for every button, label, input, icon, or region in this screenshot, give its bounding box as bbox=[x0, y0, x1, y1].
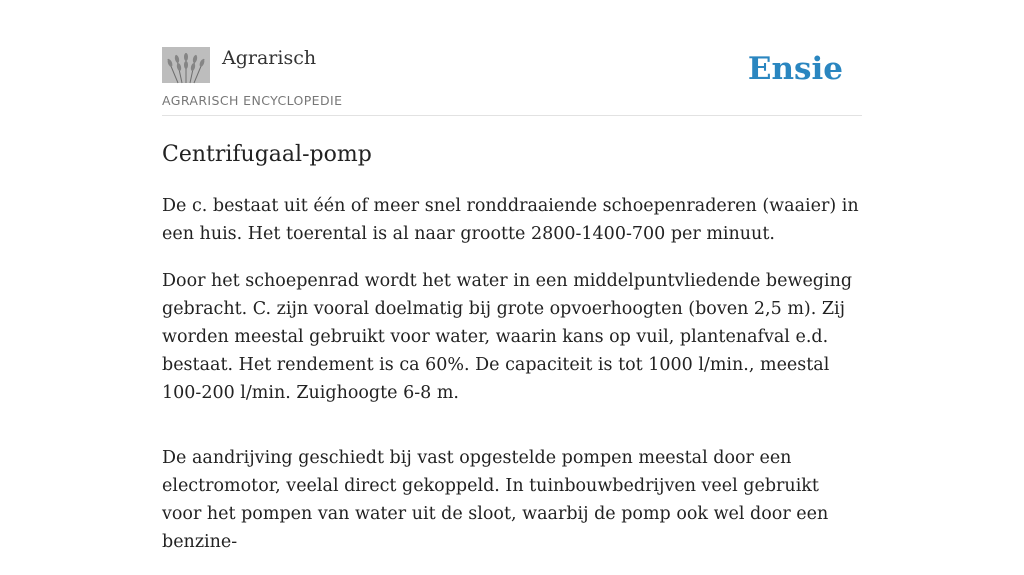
source-title[interactable]: Agrarisch bbox=[222, 47, 317, 69]
entry-paragraph: De aandrijving geschiedt bij vast opgestelde pompen meestal door een electromotor, veelal direct gekoppeld. In tuinbouwbedrijven veel gebruikt voor het pompen van water uit de sloot, waarbij de pomp ook wel door een benzine- bbox=[162, 448, 829, 552]
header bbox=[162, 0, 862, 116]
entry-paragraph: De c. bestaat uit één of meer snel ronddraaiende schoepenraderen (waaier) in een huis. Het toerental is al naar grootte 2800-1400-700 per minuut. bbox=[162, 196, 859, 244]
source-subtitle: AGRARISCH ENCYCLOPEDIE bbox=[162, 93, 343, 108]
wheat-icon bbox=[162, 47, 210, 83]
entry-body bbox=[162, 192, 862, 575]
page bbox=[162, 0, 862, 552]
entry-title: Centrifugaal-pomp bbox=[162, 142, 372, 167]
entry-paragraph: Door het schoepenrad wordt het water in een middelpuntvliedende beweging gebracht. C. zijn vooral doelmatig bij grote opvoerhoogten (boven 2,5 m). Zij worden meestal gebruikt voor water, waarin kans op vuil, plantenafval e.d. bestaat. Het rendement is ca 60%. De capaciteit is tot 1000 l/min., meestal 100-200 l/min. Zuighoogte 6-8 m. bbox=[162, 271, 853, 403]
source-avatar[interactable] bbox=[162, 47, 210, 83]
ensie-logo-link[interactable]: Ensie bbox=[747, 51, 843, 87]
